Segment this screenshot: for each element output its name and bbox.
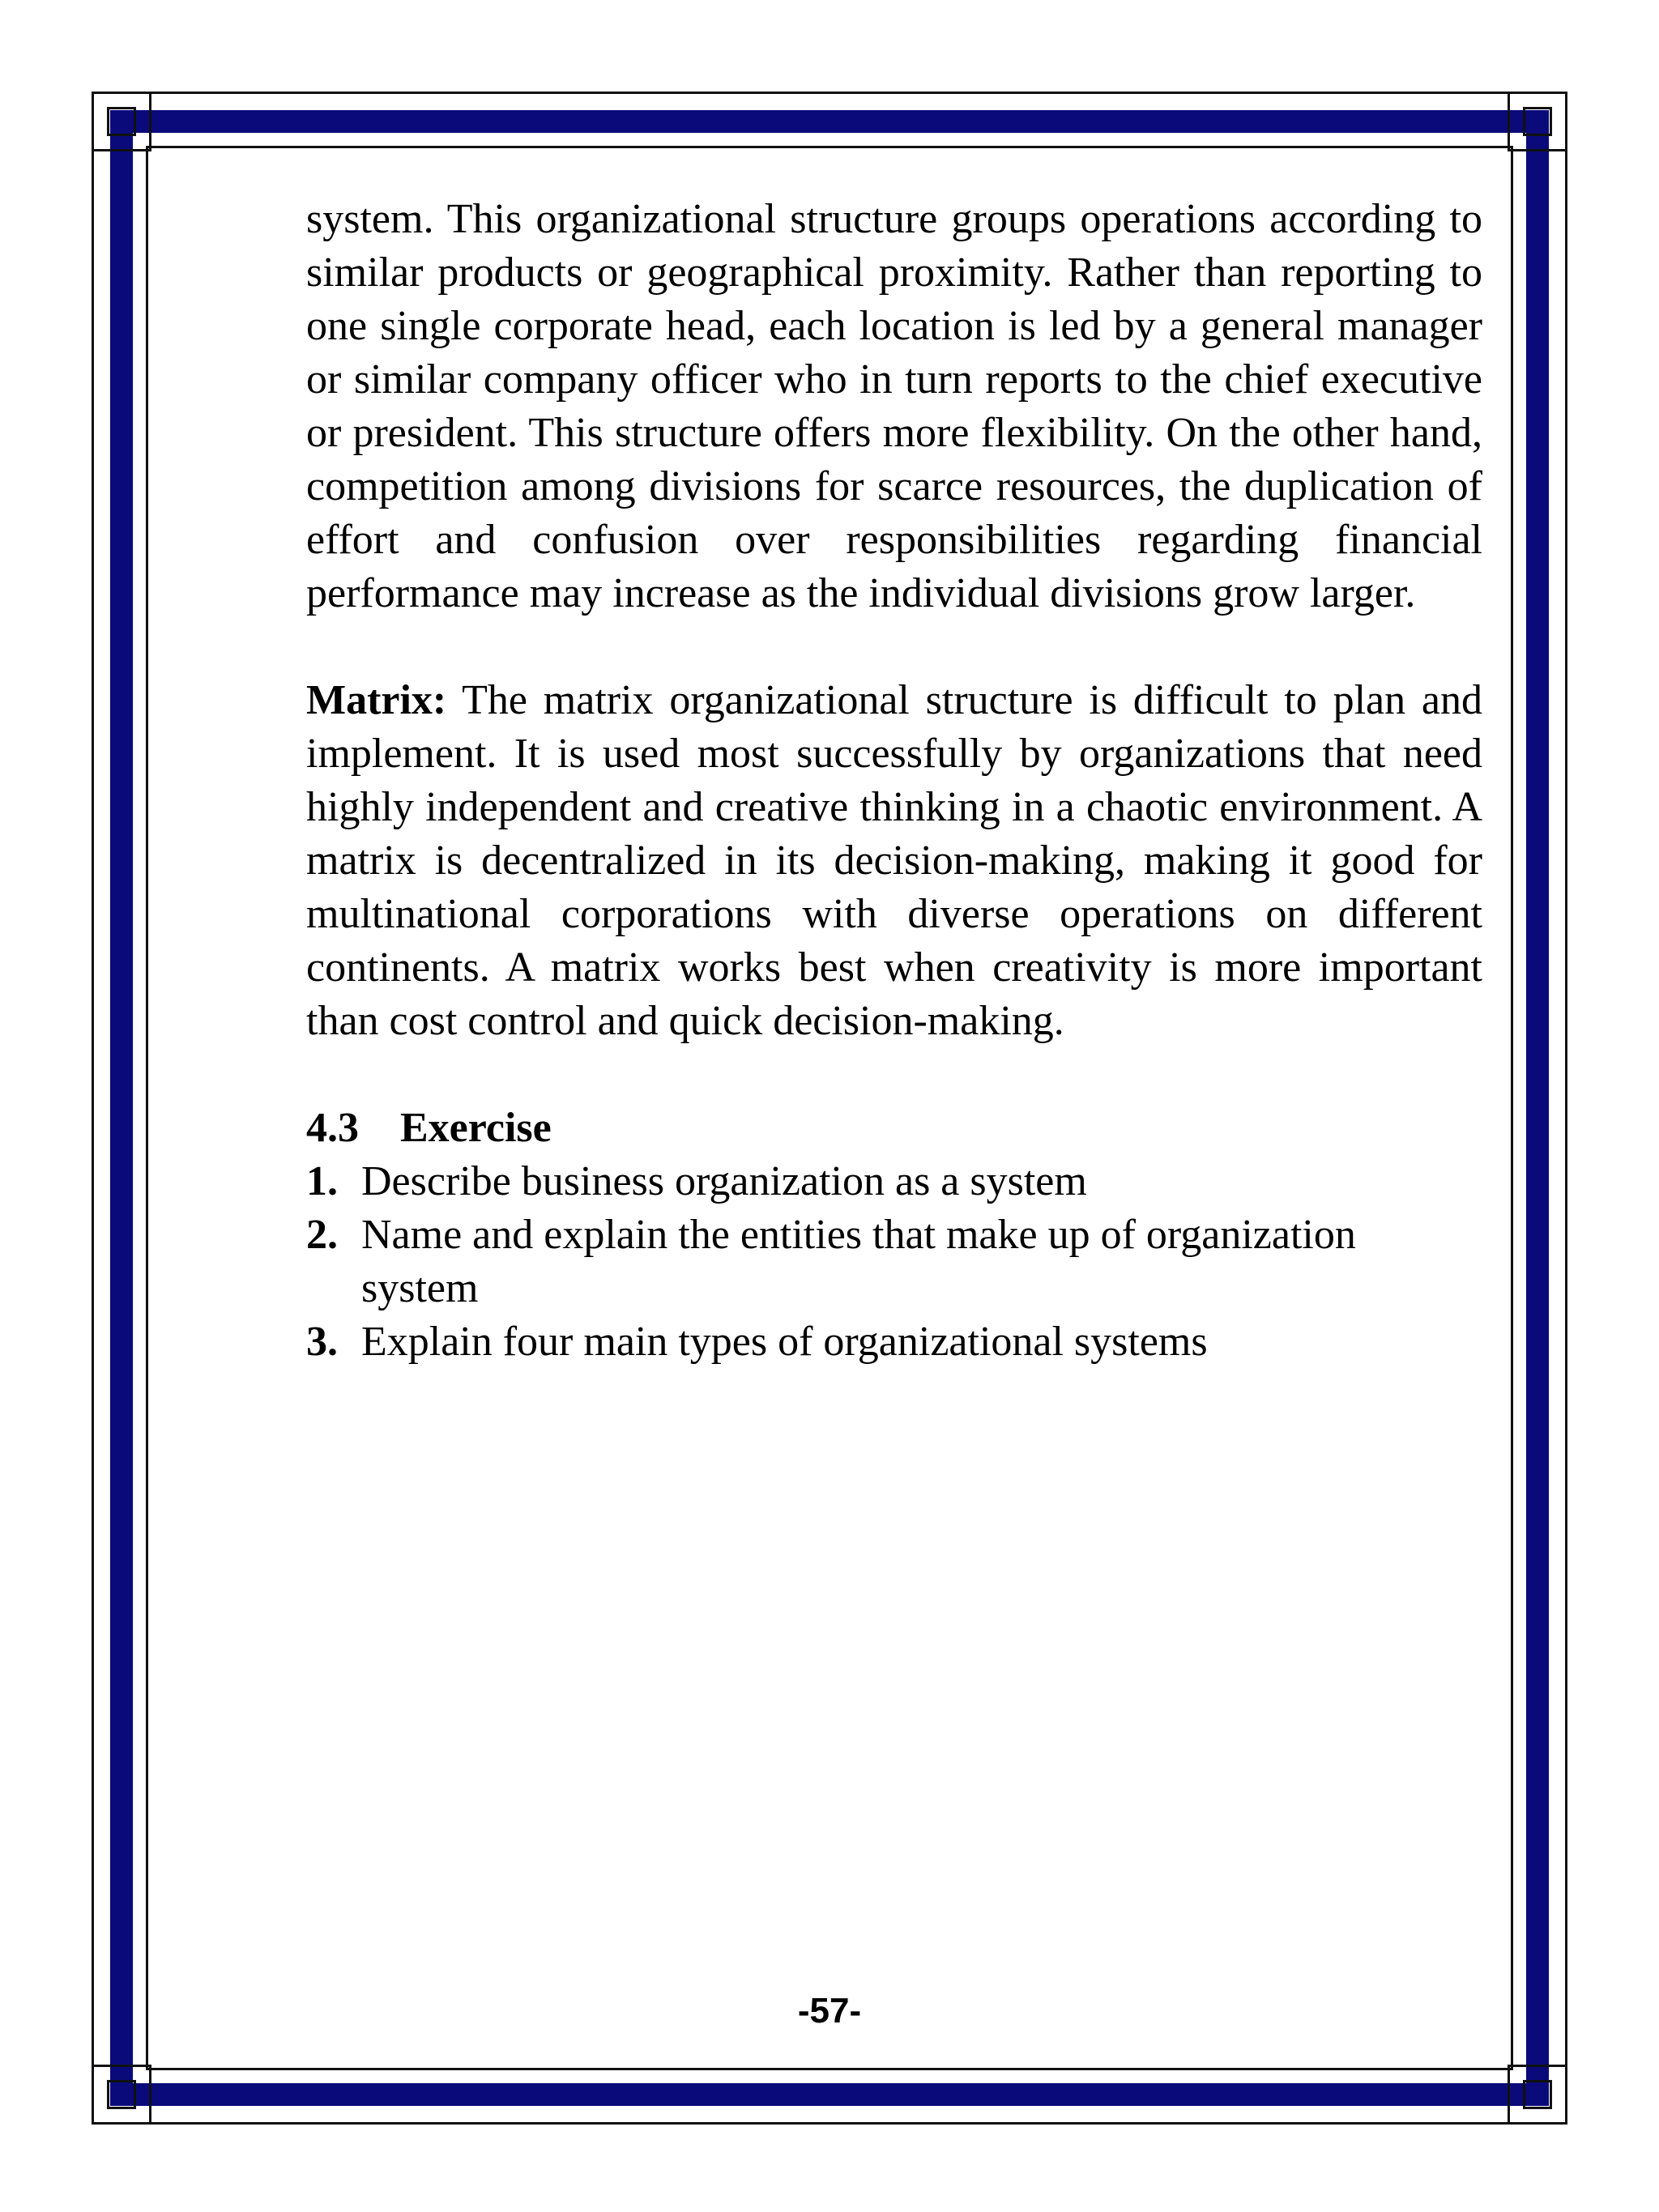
- exercise-number: 2.: [306, 1212, 338, 1258]
- exercise-item: [306, 1208, 1482, 1315]
- page-content: [306, 193, 1482, 1369]
- corner-ornament-bottom-right: [1508, 2065, 1567, 2125]
- matrix-text: The matrix organizational structure is difficult to plan and implement. It is used most successfully by organizations that need highly independent and creative thinking in a chaotic environment. A matrix is decentralized in its decision-making, making it good for multinational corporations with diverse operations on different continents. A matrix works best when creativity is more important than cost control and quick decision-making.: [306, 677, 1482, 1044]
- exercise-text: Name and explain the entities that make up of organization system: [361, 1212, 1356, 1311]
- page-number: -57-: [797, 1991, 862, 2031]
- matrix-label: Matrix:: [306, 677, 447, 723]
- paragraph-divisional-continued: system. This organizational structure groups operations according to similar products or geographical proximity. Rather than reporting to one single corporate head, each location is led by a general manager or similar company officer who in turn reports to the chief executive or president. This structure offers more flexibility. On the other hand, competition among divisions for scarce resources, the duplication of effort and confusion over responsibilities regarding financial performance may increase as the individual divisions grow larger.: [306, 196, 1482, 616]
- corner-ornament-top-left: [92, 92, 151, 151]
- corner-ornament-bottom-left: [92, 2065, 151, 2125]
- exercise-list: [306, 1155, 1482, 1369]
- section-number: 4.3: [306, 1105, 359, 1151]
- section-heading: [306, 1102, 1482, 1155]
- exercise-text: Describe business organization as a system: [361, 1158, 1087, 1204]
- exercise-item: [306, 1155, 1482, 1208]
- paragraph-matrix: [306, 674, 1482, 1048]
- corner-ornament-top-right: [1508, 92, 1567, 151]
- exercise-number: 3.: [306, 1319, 338, 1365]
- exercise-text: Explain four main types of organizational systems: [361, 1319, 1208, 1365]
- exercise-item: [306, 1315, 1482, 1369]
- section-title: Exercise: [400, 1105, 552, 1151]
- exercise-number: 1.: [306, 1158, 338, 1204]
